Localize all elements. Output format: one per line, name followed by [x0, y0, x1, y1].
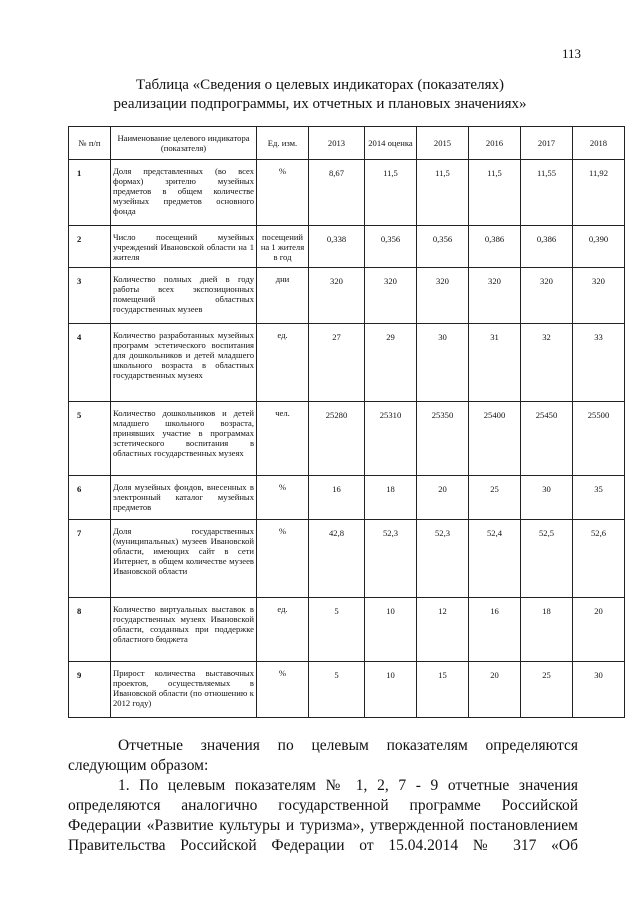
value-2014: 25310: [365, 402, 417, 476]
header-num: № п/п: [69, 127, 111, 160]
indicator-unit: ед.: [257, 324, 309, 402]
indicator-unit: %: [257, 476, 309, 520]
value-2014: 11,5: [365, 160, 417, 226]
value-2015: 30: [417, 324, 469, 402]
value-2016: 25400: [469, 402, 521, 476]
indicator-name: Число посещений музейных учреждений Ивановской области на 1 жителя: [111, 226, 257, 268]
row-number: 8: [69, 598, 111, 662]
value-2017: 52,5: [521, 520, 573, 598]
indicator-name: Доля музейных фондов, внесенных в электронный каталог музейных предметов: [111, 476, 257, 520]
value-2018: 33: [573, 324, 625, 402]
indicator-unit: %: [257, 520, 309, 598]
value-2014: 10: [365, 662, 417, 718]
paragraph-2-line-4: Правительства Российской Федерации от 15.04.2014 № 317 «Об: [68, 837, 578, 854]
value-2015: 320: [417, 268, 469, 324]
row-number: 2: [69, 226, 111, 268]
header-2013: 2013: [309, 127, 365, 160]
page-number: 113: [562, 46, 582, 61]
header-2014: 2014 оценка: [365, 127, 417, 160]
indicator-name: Прирост количества выставочных проектов, осуществляемых в Ивановской области (по отношению к 2012 году): [111, 662, 257, 718]
indicator-unit: дни: [257, 268, 309, 324]
indicator-name: Количество разработанных музейных программ эстетического воспитания для дошкольников и детей младшего школьного возраста в областных государственных музеях: [111, 324, 257, 402]
value-2016: 31: [469, 324, 521, 402]
header-name: Наименование целевого индикатора (показателя): [111, 127, 257, 160]
table-title-line-1: Таблица «Сведения о целевых индикаторах (показателях): [136, 77, 504, 93]
value-2017: 320: [521, 268, 573, 324]
value-2014: 0,356: [365, 226, 417, 268]
value-2014: 18: [365, 476, 417, 520]
value-2013: 27: [309, 324, 365, 402]
value-2013: 16: [309, 476, 365, 520]
value-2013: 0,338: [309, 226, 365, 268]
indicator-name: Количество полных дней в году работы всех экспозиционных помещений областных государственных музеев: [111, 268, 257, 324]
value-2018: 52,6: [573, 520, 625, 598]
value-2018: 320: [573, 268, 625, 324]
table-row: [69, 160, 625, 226]
row-number: 1: [69, 160, 111, 226]
value-2013: 320: [309, 268, 365, 324]
row-number: 5: [69, 402, 111, 476]
paragraph-1-line-2: следующим образом:: [68, 757, 209, 774]
value-2015: 20: [417, 476, 469, 520]
value-2016: 320: [469, 268, 521, 324]
header-2016: 2016: [469, 127, 521, 160]
table-header-row: [69, 127, 625, 160]
value-2015: 11,5: [417, 160, 469, 226]
paragraph-2-line-2: определяются аналогично государственной программе Российской: [68, 797, 578, 814]
value-2017: 30: [521, 476, 573, 520]
paragraph-2-line-3: Федерации «Развитие культуры и туризма», утвержденной постановлением: [68, 817, 578, 834]
value-2013: 5: [309, 662, 365, 718]
table-row: [69, 598, 625, 662]
row-number: 7: [69, 520, 111, 598]
indicator-unit: %: [257, 160, 309, 226]
value-2018: 11,92: [573, 160, 625, 226]
value-2014: 52,3: [365, 520, 417, 598]
value-2016: 16: [469, 598, 521, 662]
value-2015: 15: [417, 662, 469, 718]
value-2013: 42,8: [309, 520, 365, 598]
indicator-unit: чел.: [257, 402, 309, 476]
value-2017: 32: [521, 324, 573, 402]
value-2014: 29: [365, 324, 417, 402]
value-2015: 0,356: [417, 226, 469, 268]
value-2017: 0,386: [521, 226, 573, 268]
header-2015: 2015: [417, 127, 469, 160]
value-2016: 52,4: [469, 520, 521, 598]
row-number: 3: [69, 268, 111, 324]
value-2018: 20: [573, 598, 625, 662]
table-row: [69, 520, 625, 598]
value-2018: 0,390: [573, 226, 625, 268]
indicator-name: Количество дошкольников и детей младшего школьного возраста, принявших участие в программах эстетического воспитания в областных государственных музеях: [111, 402, 257, 476]
indicators-table: [68, 126, 625, 718]
indicator-unit: ед.: [257, 598, 309, 662]
value-2017: 25: [521, 662, 573, 718]
table-row: [69, 226, 625, 268]
row-number: 9: [69, 662, 111, 718]
table-row: [69, 476, 625, 520]
table-row: [69, 324, 625, 402]
indicator-name: Количество виртуальных выставок в государственных музеях Ивановской области, созданных при поддержке областного бюджета: [111, 598, 257, 662]
value-2018: 30: [573, 662, 625, 718]
value-2013: 25280: [309, 402, 365, 476]
row-number: 4: [69, 324, 111, 402]
value-2015: 12: [417, 598, 469, 662]
header-unit: Ед. изм.: [257, 127, 309, 160]
value-2015: 52,3: [417, 520, 469, 598]
table-title-line-2: реализации подпрограммы, их отчетных и плановых значениях»: [113, 96, 527, 112]
value-2014: 320: [365, 268, 417, 324]
indicator-unit: посещений на 1 жителя в год: [257, 226, 309, 268]
value-2017: 18: [521, 598, 573, 662]
value-2016: 0,386: [469, 226, 521, 268]
value-2017: 25450: [521, 402, 573, 476]
value-2013: 8,67: [309, 160, 365, 226]
value-2014: 10: [365, 598, 417, 662]
paragraph-1-line-1: Отчетные значения по целевым показателям определяются: [118, 737, 578, 754]
value-2018: 25500: [573, 402, 625, 476]
value-2016: 11,5: [469, 160, 521, 226]
indicator-name: Доля представленных (во всех формах) зрителю музейных предметов в общем количестве музейных предметов основного фонда: [111, 160, 257, 226]
value-2018: 35: [573, 476, 625, 520]
header-2018: 2018: [573, 127, 625, 160]
table-row: [69, 662, 625, 718]
value-2016: 20: [469, 662, 521, 718]
value-2017: 11,55: [521, 160, 573, 226]
indicator-name: Доля государственных (муниципальных) музеев Ивановской области, имеющих сайт в сети Интернет, в общем количестве музеев Ивановской области: [111, 520, 257, 598]
header-2017: 2017: [521, 127, 573, 160]
table-row: [69, 402, 625, 476]
value-2013: 5: [309, 598, 365, 662]
paragraph-2-line-1: 1. По целевым показателям № 1, 2, 7 - 9 отчетные значения: [118, 777, 578, 794]
indicator-unit: %: [257, 662, 309, 718]
value-2016: 25: [469, 476, 521, 520]
value-2015: 25350: [417, 402, 469, 476]
table-row: [69, 268, 625, 324]
row-number: 6: [69, 476, 111, 520]
